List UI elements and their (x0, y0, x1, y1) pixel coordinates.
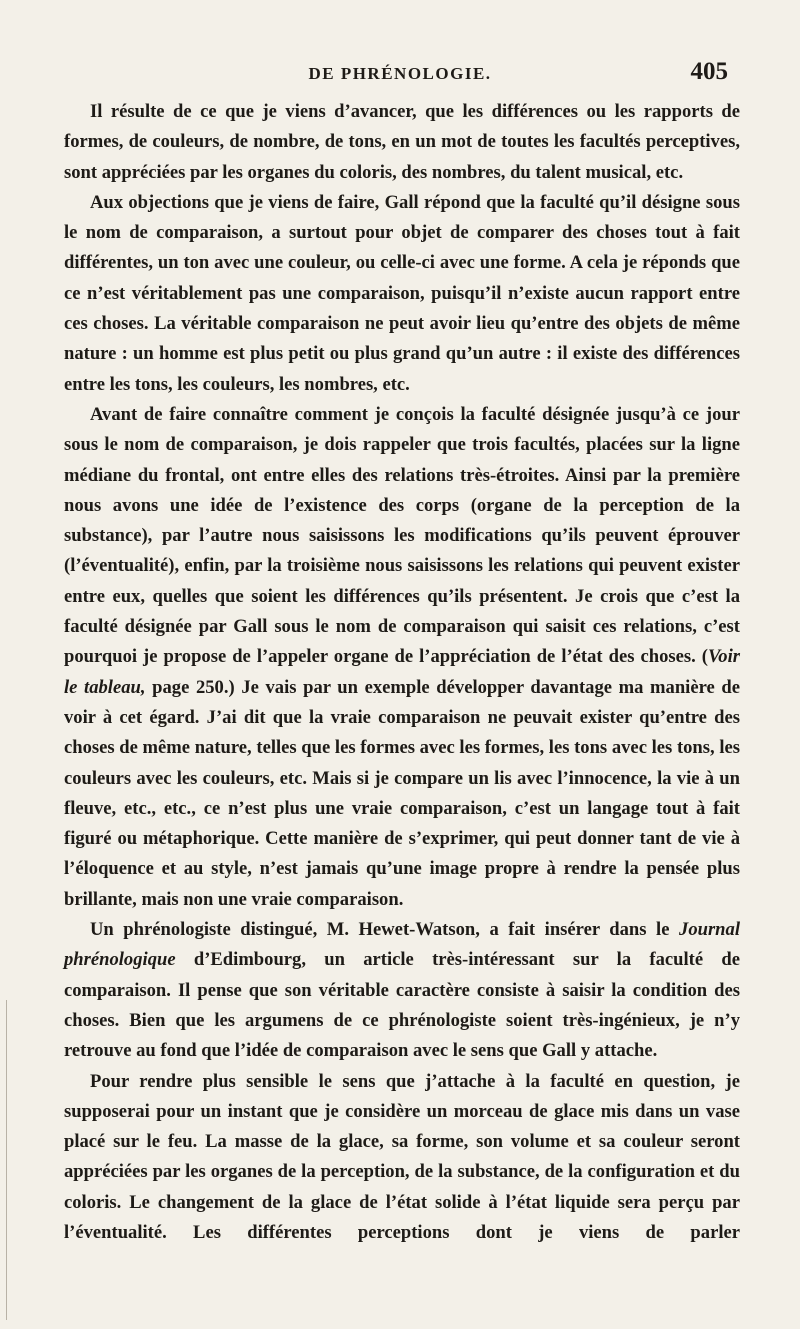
paragraph-3 (64, 400, 740, 915)
paragraph-5: Pour rendre plus sensible le sens que j’attache à la faculté en question, je supposerai pour un instant que je considère un morceau de glace mis dans un vase placé sur le feu. La masse de la glace, sa forme, son volume et sa couleur seront appréciées par les organes de la perception, de la substance, de la configuration et du coloris. Le changement de la glace de l’état solide à l’état liquide sera perçu par l’éventualité. Les différentes perceptions dont je viens de parler (64, 1070, 740, 1243)
paragraph-4-text-a: Un phrénologiste distingué, M. Hewet-Watson, a fait insérer dans le (90, 919, 680, 941)
page-edge-shadow (6, 1000, 7, 1320)
paragraph-3-text-b: page 250.) Je vais par un exemple développer davantage ma manière de voir à cet égard. J’ai dit que la vraie comparaison ne peuvait exister qu’entre des choses de même nature, telles que les formes avec les formes, les tons avec les tons, les couleurs avec les couleurs, etc. Mais si je compare un lis avec l’innocence, la vie à un fleuve, etc., etc., ce n’est plus une vraie comparaison, c’est un langage tout à fait figuré ou métaphorique. Cette manière de s’exprimer, qui peut donner tant de vie à l’éloquence et au style, n’est jamais qu’une image propre à rendre la pensée plus brillante, mais non une vraie comparaison. (64, 676, 740, 910)
journal-title: Journal phrénologique (64, 919, 740, 971)
paragraph-3-text-a: Avant de faire connaître comment je conçois la faculté désignée jusqu’à ce jour sous le nom de comparaison, je dois rappeler que trois facultés, placées sur la ligne médiane du frontal, ont entre elles des relations très-étroites. Ainsi par la première nous avons une idée de l’existence des corps (organe de la perception de la substance), par l’autre nous saisissons les modifications qu’ils peuvent éprouver (l’éventualité), enfin, par la troisième nous saisissons les relations qui peuvent exister entre eux, quelles que soient les différences qu’ils présentent. Je crois que c’est la faculté désignée par Gall sous le nom de comparaison qui saisit ces relations, c’est pourquoi je propose de l’appeler organe de l’appréciation de l’état des choses. ( (64, 403, 740, 668)
paragraph-1: Il résulte de ce que je viens d’avancer, que les différences ou les rapports de formes, de couleurs, de nombre, de tons, en un mot de toutes les facultés perceptives, sont appréciées par les organes du coloris, des nombres, du talent musical, etc. (64, 101, 740, 183)
page-header (60, 58, 740, 94)
paragraph-4 (64, 915, 740, 1066)
page-number: 405 (690, 58, 728, 85)
body-text (64, 97, 740, 1248)
tableau-reference: Voir le tableau, (64, 646, 740, 698)
paragraph-2: Aux objections que je viens de faire, Gall répond que la faculté qu’il désigne sous le nom de comparaison, a surtout pour objet de comparer des choses tout à fait différentes, un ton avec une couleur, ou celle-ci avec une forme. A cela je réponds que ce n’est véritablement pas une comparaison, puisqu’il n’existe aucun rapport entre ces choses. La véritable comparaison ne peut avoir lieu qu’entre des objets de même nature : un homme est plus petit ou plus grand qu’un autre : il existe des différences entre les tons, les couleurs, les nombres, etc. (64, 191, 740, 395)
running-title: DE PHRÉNOLOGIE. (308, 64, 492, 83)
paragraph-4-text-b: d’Edimbourg, un article très-intéressant sur la faculté de comparaison. Il pense que son véritable caractère consiste à saisir la condition des choses. Bien que les argumens de ce phrénologiste soient très-ingénieux, je n’y retrouve au fond que l’idée de comparaison avec le sens que Gall y attache. (64, 949, 740, 1062)
